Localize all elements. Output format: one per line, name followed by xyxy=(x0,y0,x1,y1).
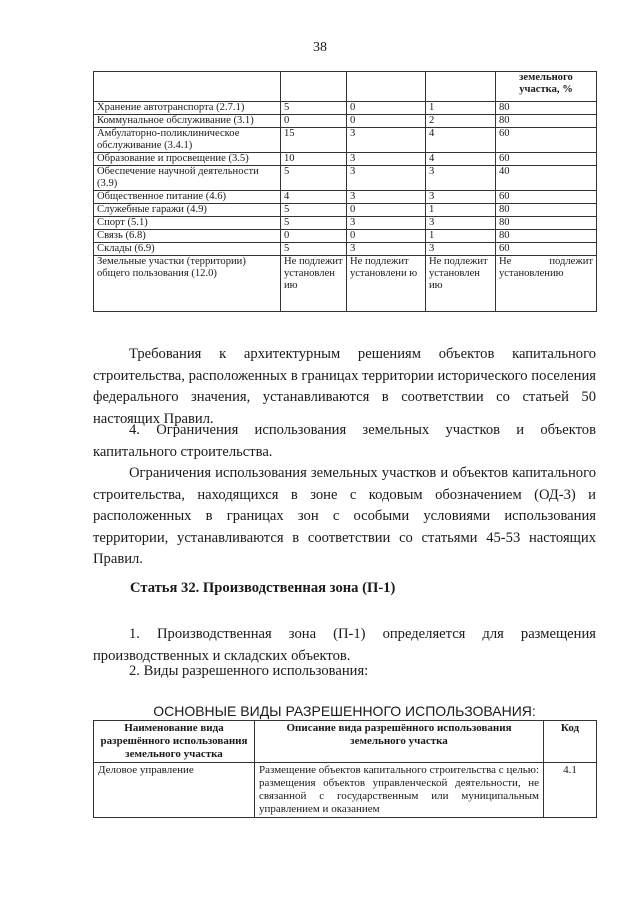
table-row: Образование и просвещение (3.5) 10 3 4 60 xyxy=(94,153,597,166)
paragraph-usage-types: 2. Виды разрешенного использования: xyxy=(129,663,369,679)
table-row: Общественное питание (4.6) 4 3 3 60 xyxy=(94,191,597,204)
column-header-code: Код xyxy=(544,721,597,763)
paragraph-zone-definition: 1. Производственная зона (П-1) определяется для размещения производственных и складских объектов. xyxy=(93,626,596,664)
table-header-row xyxy=(94,72,597,102)
paragraph-restrictions-title: 4. Ограничения использования земельных участков и объектов капитального строительства. xyxy=(93,422,596,460)
paragraph-architecture: Требования к архитектурным решениям объектов капитального строительства, расположенных в границах территории исторического поселения федерального значения, устанавливаются в соответствии со статьей 50 настоящих Правил. xyxy=(93,346,596,427)
usage-name: Деловое управление xyxy=(94,763,255,818)
table-row: Служебные гаражи (4.9) 5 0 1 80 xyxy=(94,204,597,217)
table-row: Обеспечение научной деятельности (3.9) 5 3 3 40 xyxy=(94,166,597,191)
land-parameters-table xyxy=(93,71,597,312)
table-row: Амбулаторно-поликлиническое обслуживание (3.4.1) 15 3 4 60 xyxy=(94,128,597,153)
table-row: Земельные участки (территории) общего пользования (12.0) Не подлежит установлен ию Не подлежит установлени ю Не подлежит установлен ию Не подлежит установлению xyxy=(94,256,597,312)
usage-types-table xyxy=(93,720,597,818)
article-heading: Статья 32. Производственная зона (П-1) xyxy=(130,580,396,596)
table-row: Хранение автотранспорта (2.7.1) 5 0 1 80 xyxy=(94,102,597,115)
table-row xyxy=(94,763,597,818)
paragraph-restrictions: Ограничения использования земельных участков и объектов капитального строительства, находящихся в зоне с кодовым обозначением (ОД-3) и расположенных в границах зон с особыми условиями использования территории, устанавливаются в соответствии со статьями 45-53 настоящих Правил. xyxy=(93,465,596,567)
page-number: 38 xyxy=(313,40,327,55)
table-row: Связь (6.8) 0 0 1 80 xyxy=(94,230,597,243)
column-header-description: Описание вида разрешённого использования земельного участка xyxy=(255,721,544,763)
table-header-row xyxy=(94,721,597,763)
usage-code: 4.1 xyxy=(544,763,597,818)
table-row: Спорт (5.1) 5 3 3 80 xyxy=(94,217,597,230)
header-cell: земельного участка, % xyxy=(496,72,597,102)
usage-description: Размещение объектов капитального строительства с целью: размещения объектов управленческой деятельности, не связанной с государственным или муниципальным управлением и оказанием xyxy=(255,763,544,818)
table-row: Склады (6.9) 5 3 3 60 xyxy=(94,243,597,256)
table-row: Коммунальное обслуживание (3.1) 0 0 2 80 xyxy=(94,115,597,128)
column-header-name: Наименование вида разрешённого использования земельного участка xyxy=(94,721,255,763)
table-caption: ОСНОВНЫЕ ВИДЫ РАЗРЕШЕННОГО ИСПОЛЬЗОВАНИЯ: xyxy=(153,703,536,719)
